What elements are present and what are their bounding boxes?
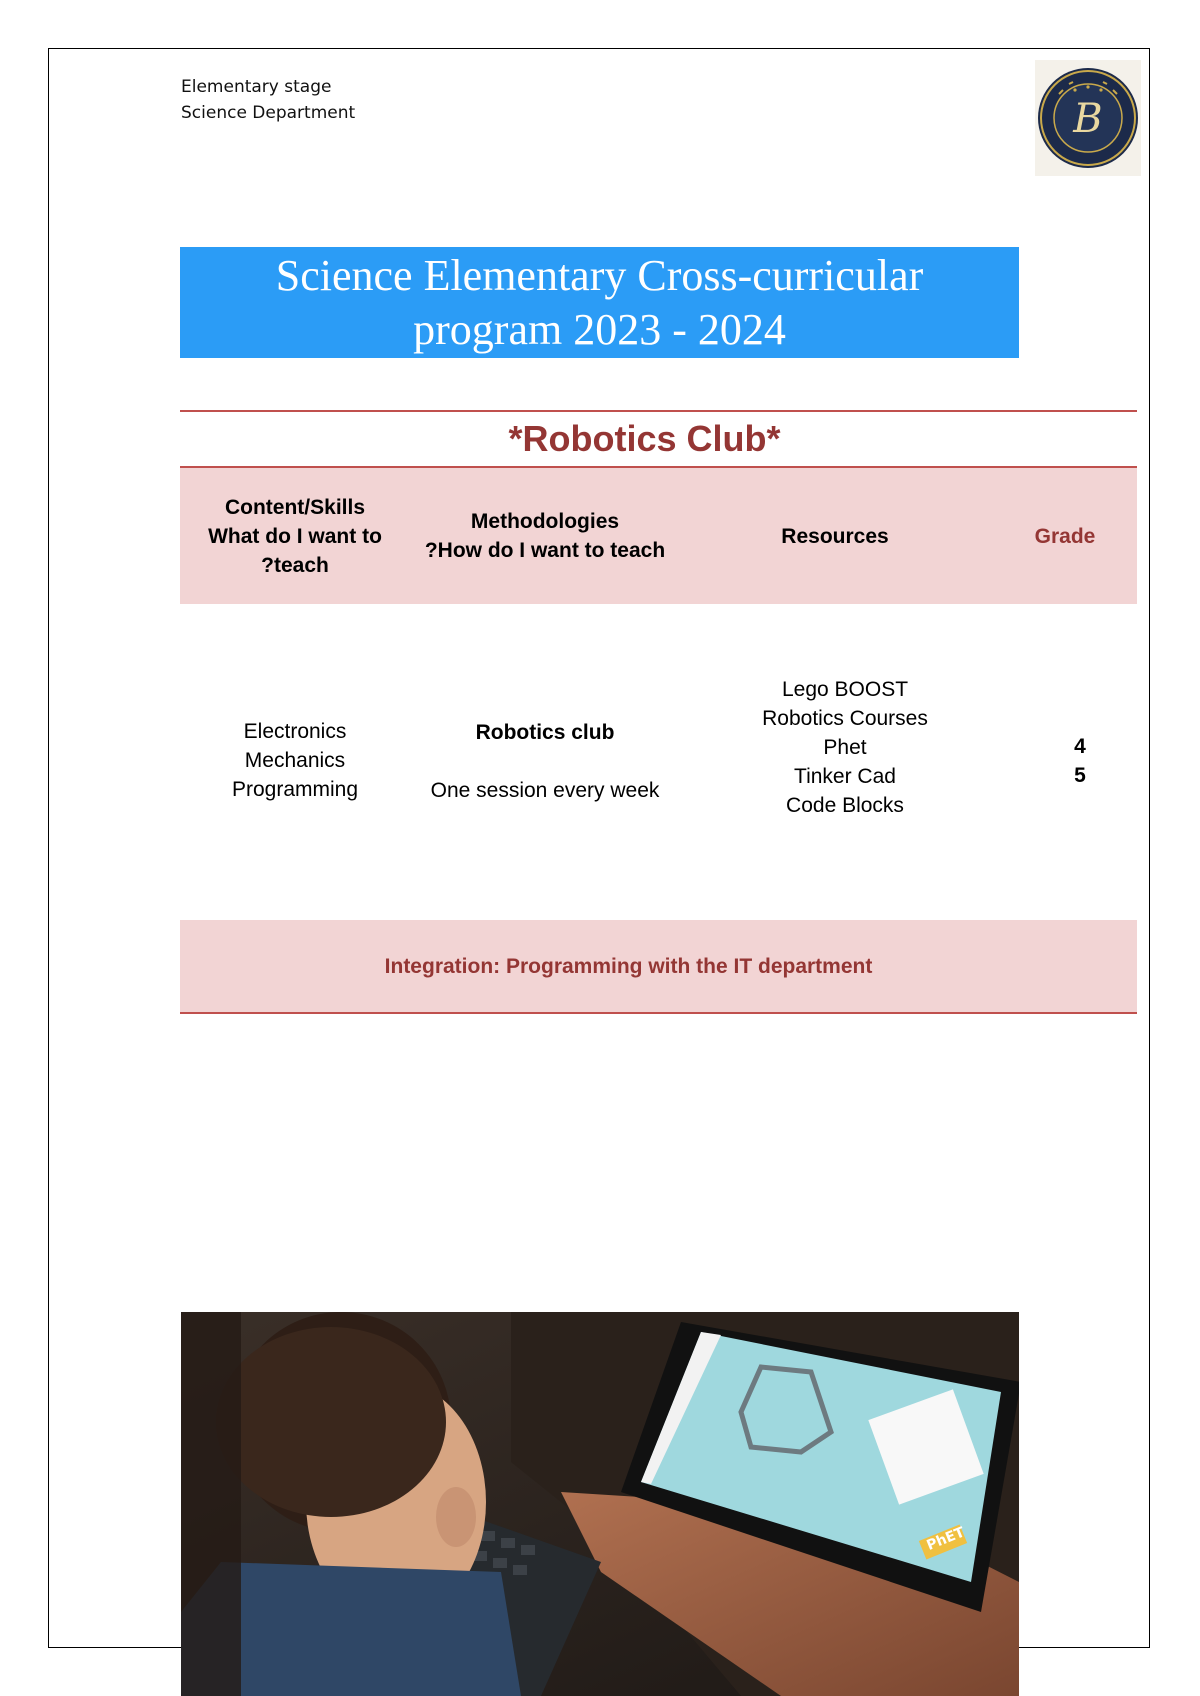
list-item: 4 (1074, 735, 1086, 758)
svg-text:PhET: PhET (924, 1524, 967, 1554)
list-item: Tinker Cad (794, 765, 896, 788)
list-item: Electronics (243, 720, 347, 743)
header-content-skills: Content/Skills What do I want to ?teach (208, 495, 382, 577)
list-item: Code Blocks (786, 794, 904, 817)
header-grade: Grade (1034, 524, 1096, 548)
classroom-photo (181, 1312, 1019, 1696)
program-title: Science Elementary Cross-curricular program 2023 - 2024 (275, 250, 924, 354)
document-header (181, 74, 355, 126)
resources-list (710, 675, 980, 820)
school-logo (1035, 60, 1141, 176)
list-item: Programming (231, 778, 359, 801)
list-item: Robotics Courses (762, 707, 928, 730)
top-rule (180, 410, 1137, 412)
header-stage: Elementary stage (181, 77, 332, 97)
methodology-title: Robotics club (475, 721, 615, 744)
header-resources: Resources (781, 524, 889, 548)
svg-text:B: B (1073, 96, 1103, 142)
grades-list (1060, 732, 1100, 790)
list-item: Lego BOOST (781, 678, 909, 701)
header-department: Science Department (181, 103, 356, 123)
integration-row (180, 920, 1137, 1013)
program-title-banner (180, 247, 1019, 358)
list-item: Phet (823, 736, 867, 759)
methodology-detail: One session every week (430, 779, 660, 802)
content-skills-list (180, 717, 410, 804)
header-methodologies: Methodologies ?How do I want to teach (424, 510, 666, 562)
club-title: *Robotics Club* (508, 418, 781, 459)
table-header-row (180, 468, 1137, 604)
integration-text: Integration: Programming with the IT department (384, 954, 873, 978)
list-item: Mechanics (244, 749, 346, 772)
table-bottom-rule (180, 1012, 1137, 1014)
list-item: 5 (1074, 764, 1086, 787)
